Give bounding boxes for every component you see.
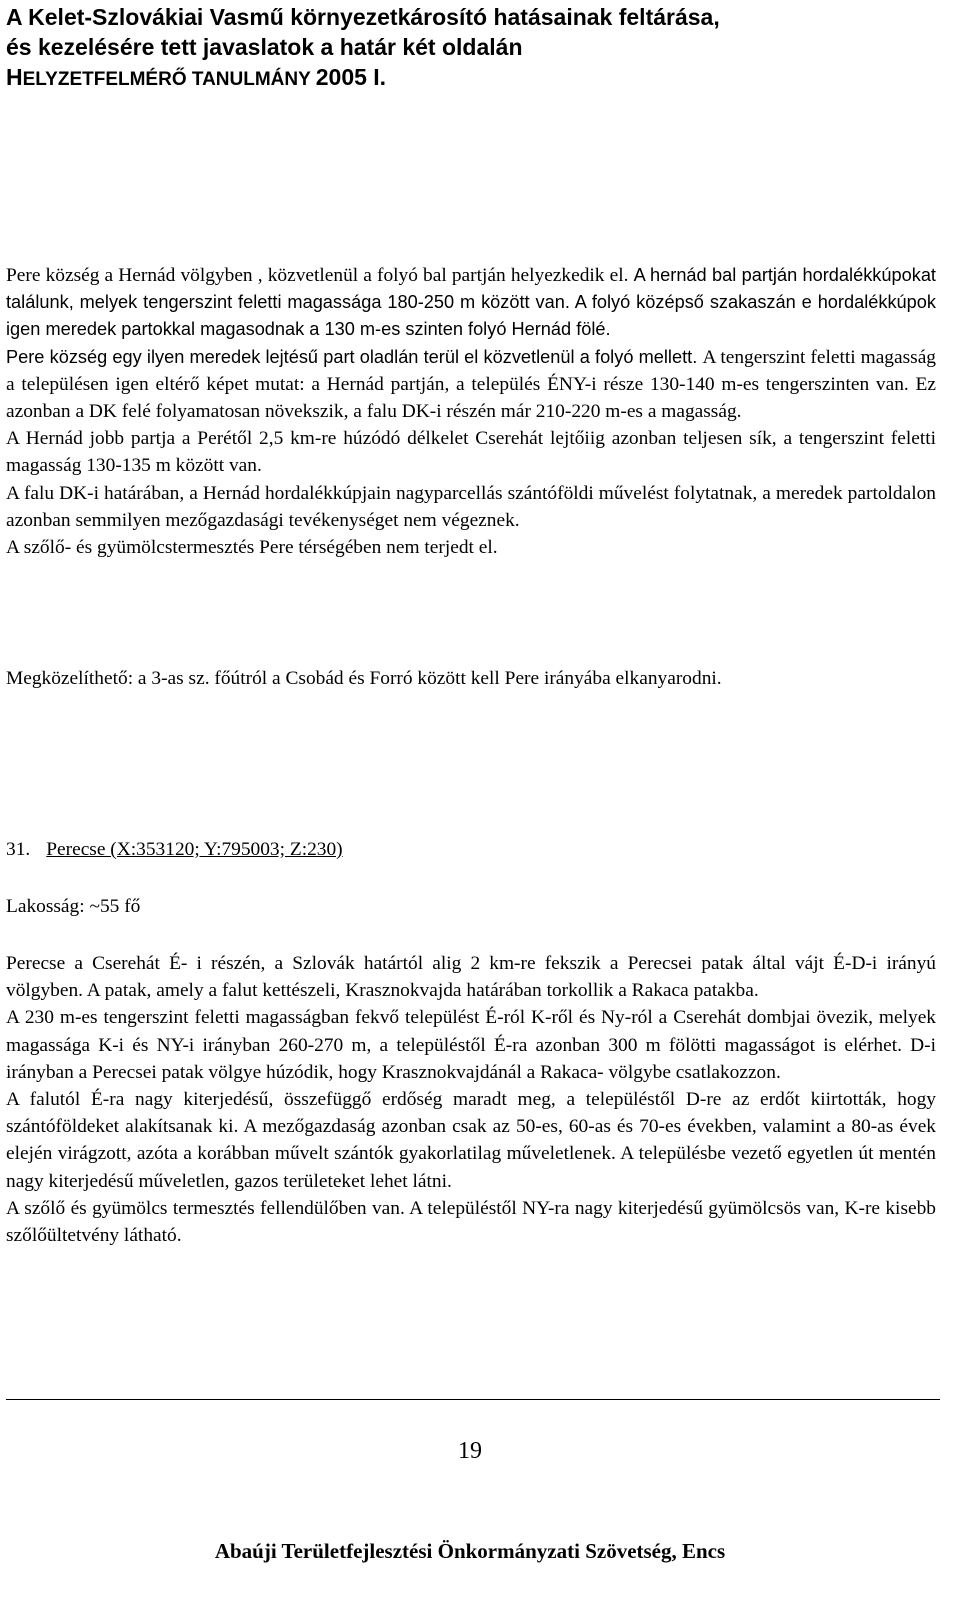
pere-paragraph-3: A Hernád jobb partja a Perétől 2,5 km-re húzódó délkelet Cserehát lejtőiig azonban teljesen sík, a tengerszint feletti magasság 130-135 m között van.: [6, 428, 936, 477]
subtitle-smallcaps: ELYZETFELMÉRŐ TANULMÁNY: [22, 69, 316, 90]
pere-p1-sentence-1: Pere község a Hernád völgyben , közvetlenül a folyó bal partján helyezkedik el.: [6, 265, 634, 286]
perecse-paragraph-3: A falutól É-ra nagy kiterjedésű, összefüggő erdőség maradt meg, a településtől D-re az erdőt kiirtották, hogy szántóföldeket alakítsanak ki. A mezőgazdaság azonban csak az 50-es, 60-as és 70-es években, valamint a 80-as évek elején virágzott, azóta a korábban művelt szántók gyakorlatilag műveletlenek. A településbe vezető egyetlen út mentén nagy kiterjedésű műveletlen, gazos területeket lehet látni.: [6, 1089, 936, 1192]
document-header: [6, 2, 720, 95]
footer-divider: [6, 1399, 940, 1400]
perecse-paragraph-2: A 230 m-es tengerszint feletti magasságban fekvő települést É-ról K-ről és Ny-ról a Cserehát dombjai övezik, melyek magassága K-i és NY-i irányban 260-270 m, a településtől É-ra azonban 300 m fölötti magasságot is elérhet. D-i irányban a Perecsei patak völgye húzódik, hogy Krasznokvajdánál a Rakaca- völgybe csatlakozzon.: [6, 1007, 936, 1083]
perecse-description: [6, 950, 936, 1249]
pere-paragraph-5: A szőlő- és gyümölcstermesztés Pere térségében nem terjedt el.: [6, 537, 498, 559]
header-title-line-1: A Kelet-Szlovákiai Vasmű környezetkárosító hatásainak feltárása,: [6, 4, 720, 30]
pere-p2-sentence-3: Ez azonban a DK felé folyamatosan növekszik, a falu DK-i részén már 210-220 m-es a magasság.: [6, 373, 936, 423]
pere-paragraph-2: [6, 344, 936, 426]
pere-p1-sentence-2: A hernád bal partján hordalékkúpokat találunk, melyek tengerszint feletti magassága 180-250 m között van. A folyó középső szakaszán e hordalékkúpok igen meredek partokkal magasodnak a 130 m-es szinten folyó Hernád fölé.: [6, 265, 936, 340]
entry-population: Lakosság: ~55 fő: [6, 896, 141, 917]
perecse-paragraph-1: Perecse a Cserehát É- i részén, a Szlovák határtól alig 2 km-re fekszik a Perecsei patak által vájt É-D-i irányú völgyben. A patak, amely a falut kettészeli, Krasznokvajda határában torkollik a Rakaca patakba.: [6, 953, 936, 1002]
header-subtitle: [6, 62, 720, 95]
entry-heading: [6, 836, 343, 863]
entry-number: 31.: [6, 839, 31, 860]
header-title-line-2: és kezelésére tett javaslatok a határ két oldalán: [6, 34, 523, 60]
subtitle-initial: H: [6, 64, 23, 90]
entry-name: Perecse (X:353120; Y:795003; Z:230): [46, 839, 343, 860]
page-number: 19: [458, 1438, 482, 1464]
pere-p2-sentence-1: Pere község egy ilyen meredek lejtésű part oladlán terül el közvetlenül a folyó mellett.: [6, 346, 703, 367]
pere-access-info: Megközelíthető: a 3-as sz. főútról a Csobád és Forró között kell Pere irányába elkanyarodni.: [6, 668, 722, 689]
pere-p2-sentence-2: A tengerszint feletti magasság a településen igen eltérő képet mutat: a Hernád partján, a település ÉNY-i része 130-140 m-es tengerszinten van.: [6, 346, 936, 395]
pere-paragraph-4: A falu DK-i határában, a Hernád hordalékkúpjain nagyparcellás szántóföldi művelést folytatnak, a meredek partoldalon azonban semmilyen mezőgazdasági tevékenységet nem végeznek.: [6, 482, 936, 531]
subtitle-year: 2005 I.: [315, 64, 387, 90]
pere-paragraph-1: [6, 262, 936, 344]
perecse-paragraph-4: A szőlő és gyümölcs termesztés fellendülőben van. A településtől NY-ra nagy kiterjedésű gyümölcsös van, K-re kisebb szőlőültetvény látható.: [6, 1197, 936, 1247]
footer-organization: Abaúji Területfejlesztési Önkormányzati Szövetség, Encs: [214, 1539, 726, 1563]
pere-description: [6, 262, 936, 561]
